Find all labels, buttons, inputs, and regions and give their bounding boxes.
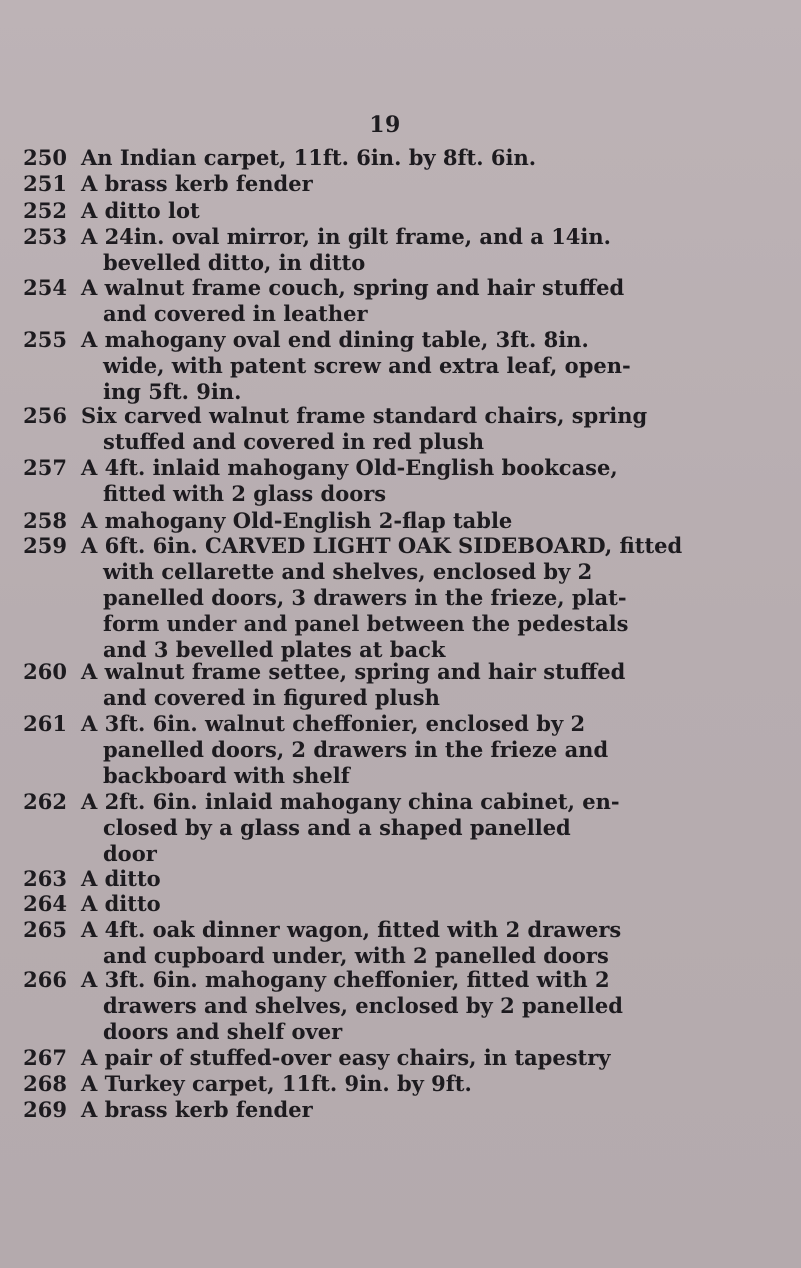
lot-description-line: panelled doors, 2 drawers in the frieze and [103, 737, 609, 762]
lot-description-line: stuffed and covered in red plush [103, 429, 485, 454]
lot-number: 258 [23, 508, 67, 533]
lot-description-line: A mahogany Old-English 2-flap table [81, 508, 513, 533]
lot-description [81, 198, 200, 224]
lot-number: 257 [23, 455, 67, 480]
lot-description-line: A 2ft. 6in. inlaid mahogany china cabinet, en- [81, 789, 620, 814]
lot-description [81, 659, 625, 711]
lot-description-line: doors and shelf over [103, 1019, 343, 1044]
lot-description-line: drawers and shelves, enclosed by 2 panelled [103, 993, 623, 1018]
lot-description [81, 789, 620, 867]
lot-description-line: form under and panel between the pedestals [103, 611, 629, 636]
lot-description [81, 711, 608, 789]
lot-description [81, 917, 621, 969]
lot-description [81, 403, 647, 455]
lot-description-line: Six carved walnut frame standard chairs, spring [81, 403, 648, 428]
lot-number: 250 [23, 145, 67, 170]
lot-description-line: A ditto [81, 891, 161, 916]
lot-description-line: A ditto [81, 866, 161, 891]
lot-description-line: A Turkey carpet, 11ft. 9in. by 9ft. [81, 1071, 472, 1096]
lot-description [81, 171, 313, 197]
lot-number: 254 [23, 275, 67, 300]
lot-description-line: door [103, 841, 157, 866]
lot-number: 268 [23, 1071, 67, 1096]
lot-description-line: wide, with patent screw and extra leaf, open- [103, 353, 631, 378]
lot-description-line: A 6ft. 6in. CARVED LIGHT OAK SIDEBOARD, fitted [81, 533, 683, 558]
lot-description-line: A walnut frame couch, spring and hair stuffed [81, 275, 625, 300]
lot-description-line: A walnut frame settee, spring and hair stuffed [81, 659, 626, 684]
lot-description-line: panelled doors, 3 drawers in the frieze, plat- [103, 585, 627, 610]
page-number: 19 [369, 112, 401, 138]
lot-description-line: A 4ft. oak dinner wagon, fitted with 2 drawers [81, 917, 622, 942]
lot-number: 263 [23, 866, 67, 891]
lot-description-line: A 3ft. 6in. walnut cheffonier, enclosed by 2 [81, 711, 586, 736]
lot-description-line: bevelled ditto, in ditto [103, 250, 366, 275]
lot-description [81, 533, 682, 663]
lot-description-line: A mahogany oval end dining table, 3ft. 8in. [81, 327, 589, 352]
lot-description-line: A 3ft. 6in. mahogany cheffonier, fitted with 2 [81, 967, 610, 992]
lot-description-line: and 3 bevelled plates at back [103, 637, 446, 662]
lot-description [81, 455, 618, 507]
lot-description-line: backboard with shelf [103, 763, 350, 788]
lot-description-line: A 24in. oval mirror, in gilt frame, and a 14in. [81, 224, 611, 249]
lot-description-line: and covered in leather [103, 301, 368, 326]
lot-description-line: A 4ft. inlaid mahogany Old-English bookcase, [81, 455, 618, 480]
lot-description [81, 1071, 472, 1097]
lot-description [81, 866, 161, 892]
lot-description-line: An Indian carpet, 11ft. 6in. by 8ft. 6in. [81, 145, 537, 170]
lot-description-line: with cellarette and shelves, enclosed by 2 [103, 559, 593, 584]
lot-number: 261 [23, 711, 67, 736]
lot-number: 266 [23, 967, 67, 992]
lot-number: 262 [23, 789, 67, 814]
lot-description-line: closed by a glass and a shaped panelled [103, 815, 571, 840]
lot-description-line: A pair of stuffed-over easy chairs, in tapestry [81, 1045, 611, 1070]
lot-number: 267 [23, 1045, 67, 1070]
lot-number: 269 [23, 1097, 67, 1122]
lot-number: 255 [23, 327, 67, 352]
lot-description-line: ing 5ft. 9in. [103, 379, 242, 404]
lot-description [81, 508, 512, 534]
lot-number: 265 [23, 917, 67, 942]
lot-number: 260 [23, 659, 67, 684]
lot-description [81, 327, 631, 405]
lot-description-line: and cupboard under, with 2 panelled doors [103, 943, 609, 968]
lot-description [81, 891, 161, 917]
lot-number: 253 [23, 224, 67, 249]
lot-description [81, 145, 536, 171]
lot-number: 256 [23, 403, 67, 428]
lot-description-line: A brass kerb fender [81, 171, 313, 196]
lot-number: 259 [23, 533, 67, 558]
lot-description-line: and covered in figured plush [103, 685, 440, 710]
lot-description-line: A brass kerb fender [81, 1097, 313, 1122]
lot-number: 264 [23, 891, 67, 916]
lot-number: 252 [23, 198, 67, 223]
lot-description [81, 275, 624, 327]
lot-description [81, 224, 611, 276]
lot-description-line: A ditto lot [81, 198, 200, 223]
lot-description [81, 967, 623, 1045]
lot-description [81, 1097, 313, 1123]
lot-description [81, 1045, 610, 1071]
lot-number: 251 [23, 171, 67, 196]
lot-description-line: fitted with 2 glass doors [103, 481, 387, 506]
